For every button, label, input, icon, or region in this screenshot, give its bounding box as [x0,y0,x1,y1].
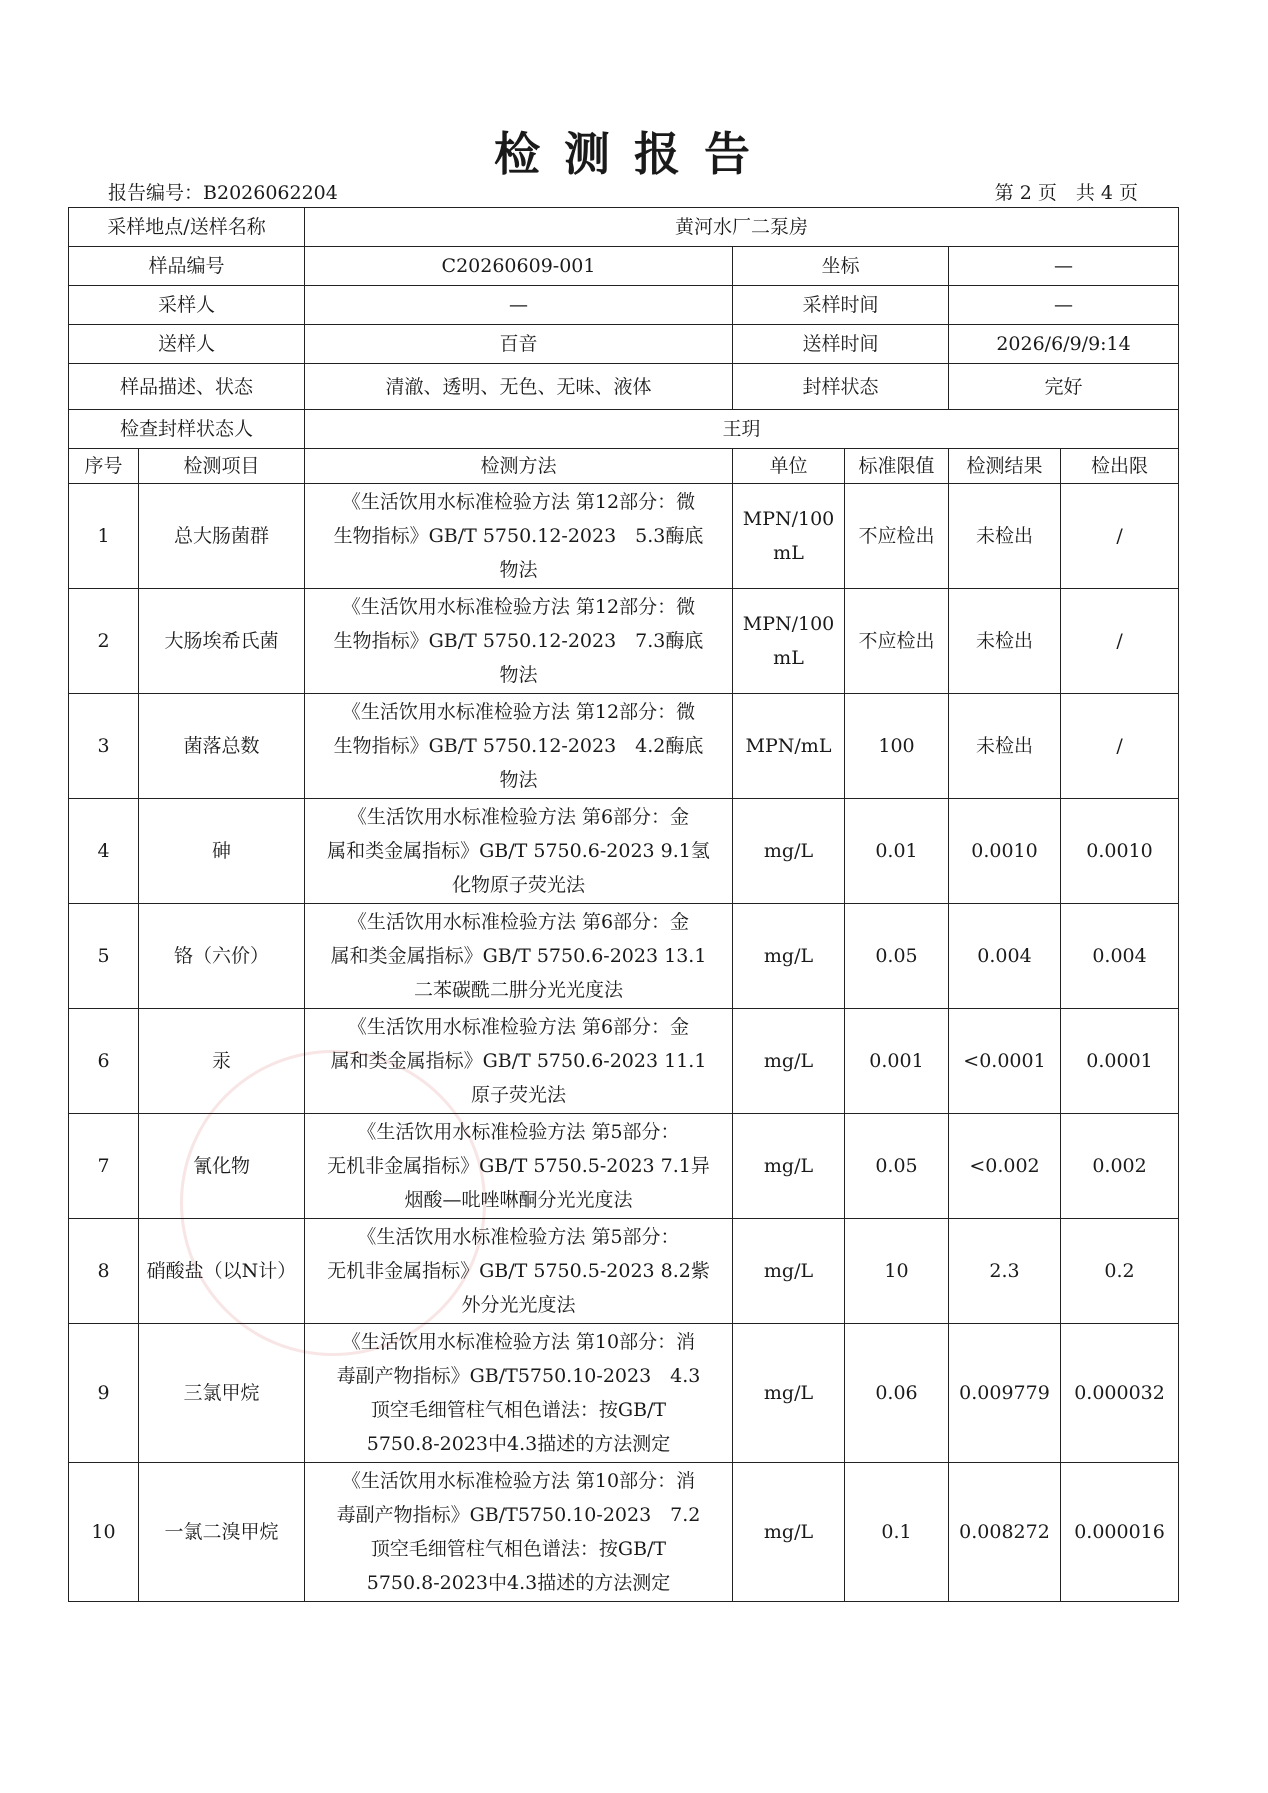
row-item: 大肠埃希氏菌 [139,589,305,694]
method-line: 物法 [499,769,538,791]
sample-no-value: C20260609-001 [305,247,733,286]
method-line: 顶空毛细管柱气相色谱法：按GB/T [370,1538,667,1560]
row-limit: 0.06 [845,1324,949,1463]
method-line: 生物指标》GB/T 5750.12-2023 7.3酶底 [333,630,704,652]
seal-label: 封样状态 [733,364,949,410]
inspector-label: 检查封样状态人 [69,410,305,449]
info-row-inspector [69,410,1179,449]
unit-line: mg/L [763,1260,814,1282]
row-result: 2.3 [949,1219,1061,1324]
method-line: 《生活饮用水标准检验方法 第6部分：金 [347,911,690,933]
row-unit [733,1463,845,1602]
desc-value: 清澈、透明、无色、无味、液体 [305,364,733,410]
method-line: 《生活饮用水标准检验方法 第5部分： [357,1121,680,1143]
row-limit: 不应检出 [845,484,949,589]
row-item: 铬（六价） [139,904,305,1009]
method-line: 顶空毛细管柱气相色谱法：按GB/T [370,1399,667,1421]
unit-line: mg/L [763,1050,814,1072]
row-no: 2 [69,589,139,694]
row-result: 0.0010 [949,799,1061,904]
unit-line: mg/L [763,1382,814,1404]
row-method [305,1114,733,1219]
col-method: 检测方法 [305,449,733,484]
row-unit [733,484,845,589]
coord-label: 坐标 [733,247,949,286]
method-line: 《生活饮用水标准检验方法 第10部分：消 [341,1331,696,1353]
row-no: 6 [69,1009,139,1114]
row-unit [733,1009,845,1114]
row-detection-limit: 0.000032 [1061,1324,1179,1463]
row-result: 未检出 [949,694,1061,799]
row-limit: 0.05 [845,904,949,1009]
col-limit: 标准限值 [845,449,949,484]
table-row [69,1324,1179,1463]
column-header-row [69,449,1179,484]
table-row [69,904,1179,1009]
desc-label: 样品描述、状态 [69,364,305,410]
row-no: 8 [69,1219,139,1324]
row-limit: 0.05 [845,1114,949,1219]
row-unit [733,589,845,694]
method-line: 5750.8-2023中4.3描述的方法测定 [366,1572,671,1594]
row-detection-limit: 0.0010 [1061,799,1179,904]
method-line: 《生活饮用水标准检验方法 第6部分：金 [347,1016,690,1038]
info-row-site [69,208,1179,247]
row-result: <0.0001 [949,1009,1061,1114]
col-no: 序号 [69,449,139,484]
method-line: 化物原子荧光法 [451,874,585,896]
page-info: 第 2 页 共 4 页 [994,182,1138,204]
row-unit [733,904,845,1009]
row-method [305,589,733,694]
method-line: 生物指标》GB/T 5750.12-2023 4.2酶底 [333,735,704,757]
row-detection-limit: / [1061,589,1179,694]
method-line: 原子荧光法 [470,1084,566,1106]
row-limit: 不应检出 [845,589,949,694]
sample-no-label: 样品编号 [69,247,305,286]
row-no: 9 [69,1324,139,1463]
method-line: 无机非金属指标》GB/T 5750.5-2023 8.2紫 [327,1260,710,1282]
row-method [305,694,733,799]
row-no: 7 [69,1114,139,1219]
method-line: 无机非金属指标》GB/T 5750.5-2023 7.1异 [327,1155,710,1177]
row-no: 1 [69,484,139,589]
sampler-label: 采样人 [69,286,305,325]
sender-label: 送样人 [69,325,305,364]
info-row-sampler [69,286,1179,325]
report-title: 检测报告 [494,127,774,181]
method-line: 《生活饮用水标准检验方法 第5部分： [357,1226,680,1248]
row-method [305,1324,733,1463]
row-item: 菌落总数 [139,694,305,799]
method-line: 毒副产物指标》GB/T5750.10-2023 7.2 [336,1504,701,1526]
row-result: 未检出 [949,484,1061,589]
method-line: 属和类金属指标》GB/T 5750.6-2023 11.1 [330,1050,707,1072]
table-row [69,589,1179,694]
method-line: 《生活饮用水标准检验方法 第6部分：金 [347,806,690,828]
col-result: 检测结果 [949,449,1061,484]
row-detection-limit: 0.004 [1061,904,1179,1009]
table-row [69,1114,1179,1219]
coord-value: — [949,247,1179,286]
table-row [69,1219,1179,1324]
method-line: 物法 [499,664,538,686]
method-line: 二苯碳酰二肼分光光度法 [413,979,623,1001]
method-line: 《生活饮用水标准检验方法 第10部分：消 [341,1470,696,1492]
row-result: 0.004 [949,904,1061,1009]
row-unit [733,1324,845,1463]
method-line: 《生活饮用水标准检验方法 第12部分：微 [341,491,696,513]
report-number-label: 报告编号： [108,182,204,204]
row-no: 4 [69,799,139,904]
row-method [305,904,733,1009]
info-row-desc [69,364,1179,410]
unit-line: mg/L [763,1155,814,1177]
method-line: 生物指标》GB/T 5750.12-2023 5.3酶底 [333,525,704,547]
row-result: 0.008272 [949,1463,1061,1602]
row-result: 0.009779 [949,1324,1061,1463]
row-method [305,1219,733,1324]
row-limit: 0.01 [845,799,949,904]
site-value: 黄河水厂二泵房 [305,208,1179,247]
row-detection-limit: / [1061,694,1179,799]
unit-line: MPN/mL [745,735,832,757]
row-detection-limit: / [1061,484,1179,589]
row-limit: 10 [845,1219,949,1324]
method-line: 烟酸—吡唑啉酮分光光度法 [404,1189,633,1211]
send-time-label: 送样时间 [733,325,949,364]
row-limit: 100 [845,694,949,799]
sample-time-value: — [949,286,1179,325]
row-result: 未检出 [949,589,1061,694]
method-line: 属和类金属指标》GB/T 5750.6-2023 9.1氢 [327,840,710,862]
unit-line: mg/L [763,1521,814,1543]
table-row [69,484,1179,589]
row-detection-limit: 0.000016 [1061,1463,1179,1602]
table-row [69,799,1179,904]
method-line: 《生活饮用水标准检验方法 第12部分：微 [341,596,696,618]
unit-line: mL [773,542,804,564]
row-detection-limit: 0.0001 [1061,1009,1179,1114]
report-number-value: B2026062204 [203,182,338,204]
row-unit [733,694,845,799]
row-method [305,1463,733,1602]
row-method [305,484,733,589]
row-unit [733,799,845,904]
unit-line: mL [773,647,804,669]
row-limit: 0.1 [845,1463,949,1602]
table-row [69,1463,1179,1602]
sample-time-label: 采样时间 [733,286,949,325]
row-method [305,799,733,904]
table-row [69,1009,1179,1114]
inspector-value: 王玥 [305,410,1179,449]
report-number [108,178,338,205]
row-unit [733,1114,845,1219]
row-method [305,1009,733,1114]
sampler-value: — [305,286,733,325]
col-item: 检测项目 [139,449,305,484]
info-row-sender [69,325,1179,364]
unit-line: MPN/100 [742,508,835,530]
row-detection-limit: 0.002 [1061,1114,1179,1219]
row-item: 氰化物 [139,1114,305,1219]
row-item: 汞 [139,1009,305,1114]
row-no: 10 [69,1463,139,1602]
method-line: 5750.8-2023中4.3描述的方法测定 [366,1433,671,1455]
row-item: 总大肠菌群 [139,484,305,589]
info-row-sample-no [69,247,1179,286]
row-result: <0.002 [949,1114,1061,1219]
col-dl: 检出限 [1061,449,1179,484]
row-item: 砷 [139,799,305,904]
method-line: 物法 [499,559,538,581]
method-line: 《生活饮用水标准检验方法 第12部分：微 [341,701,696,723]
unit-line: mg/L [763,945,814,967]
method-line: 毒副产物指标》GB/T5750.10-2023 4.3 [336,1365,701,1387]
row-item: 三氯甲烷 [139,1324,305,1463]
method-line: 属和类金属指标》GB/T 5750.6-2023 13.1 [330,945,707,967]
row-item: 硝酸盐（以N计） [139,1219,305,1324]
unit-line: mg/L [763,840,814,862]
row-limit: 0.001 [845,1009,949,1114]
unit-line: MPN/100 [742,613,835,635]
row-no: 5 [69,904,139,1009]
method-line: 外分光光度法 [461,1294,576,1316]
row-unit [733,1219,845,1324]
report-table [68,207,1179,1602]
site-label: 采样地点/送样名称 [69,208,305,247]
col-unit: 单位 [733,449,845,484]
seal-value: 完好 [949,364,1179,410]
row-item: 一氯二溴甲烷 [139,1463,305,1602]
sender-value: 百音 [305,325,733,364]
send-time-value: 2026/6/9/9:14 [949,325,1179,364]
table-row [69,694,1179,799]
row-detection-limit: 0.2 [1061,1219,1179,1324]
row-no: 3 [69,694,139,799]
